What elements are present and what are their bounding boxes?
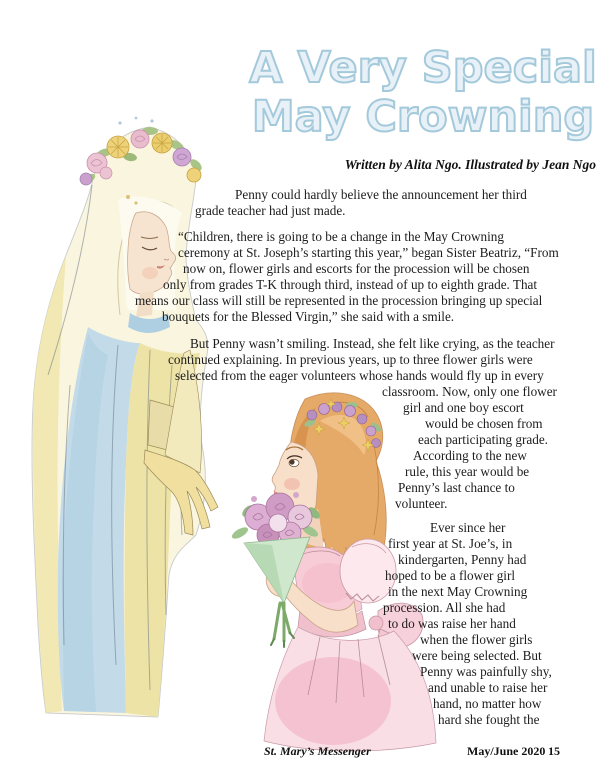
text-line: and unable to raise her (428, 680, 548, 695)
article-title (248, 44, 598, 142)
girl-iris (289, 459, 294, 464)
text-line: ceremony at St. Joseph’s starting this year,” began Sister Beatriz, “From (178, 245, 559, 260)
paragraph-4 (378, 520, 552, 728)
text-line: selected from the eager volunteers whose hands would fly up in every (175, 368, 544, 383)
text-line: kindergarten, Penny had (398, 552, 527, 567)
text-line: in the next May Crowning (388, 584, 528, 599)
text-line: girl and one boy escort (403, 400, 524, 415)
text-line: now on, flower girls and escorts for the procession will be chosen (183, 261, 530, 276)
text-line: But Penny wasn’t smiling. Instead, she felt like crying, as the teacher (190, 336, 555, 351)
text-line: bouquets for the Blessed Virgin,” she said with a smile. (162, 309, 455, 324)
bouquet-stems (274, 603, 290, 641)
text-line: Ever since her (430, 520, 506, 535)
paragraph-3-upper (30, 336, 555, 384)
text-line: were being selected. But (412, 648, 542, 663)
paragraph-1 (30, 187, 527, 219)
text-line: rule, this year would be (405, 464, 530, 479)
text-line: According to the new (413, 448, 527, 463)
text-line: only from grades T-K through third, instead of up to eighth grade. That (163, 277, 538, 292)
text-line: volunteer. (395, 496, 448, 511)
text-line: each participating grade. (418, 432, 548, 447)
paragraph-3-wrapped (378, 384, 557, 512)
text-line: Penny’s last chance to (398, 480, 515, 495)
text-line: “Children, there is going to be a change in the May Crowning (178, 229, 504, 244)
text-line: hard she fought the (438, 712, 540, 727)
text-line: Penny could hardly believe the announcement her third (235, 187, 527, 202)
text-line: procession. All she had (383, 600, 506, 615)
article-title-line2: May Crowning (251, 92, 595, 142)
footer-issue-date: May/June 2020 (467, 744, 546, 758)
footer-magazine-name: St. Mary’s Messenger (264, 744, 371, 758)
text-line: classroom. Now, only one flower (382, 384, 557, 399)
text-line: continued explaining. In previous years, up to three flower girls were (168, 352, 533, 367)
text-line: means our class will still be represented in the procession bringing up special (135, 293, 543, 308)
paragraph-2 (30, 229, 559, 325)
text-line: first year at St. Joe’s, in (388, 536, 513, 551)
text-line: when the flower girls (420, 632, 533, 647)
text-line: Penny was painfully shy, (420, 664, 552, 679)
text-line: hand, no matter how (433, 696, 542, 711)
byline: Written by Alita Ngo. Illustrated by Jean Ngo (344, 157, 596, 172)
footer-page-number: 15 (548, 744, 560, 758)
girl-blush (284, 478, 300, 490)
text-line: hoped to be a flower girl (385, 568, 516, 583)
text-line: would be chosen from (425, 416, 543, 431)
article-title-line1: A Very Special (249, 43, 597, 93)
text-line: grade teacher had just made. (195, 203, 346, 218)
text-line: to do was raise her hand (388, 616, 516, 631)
